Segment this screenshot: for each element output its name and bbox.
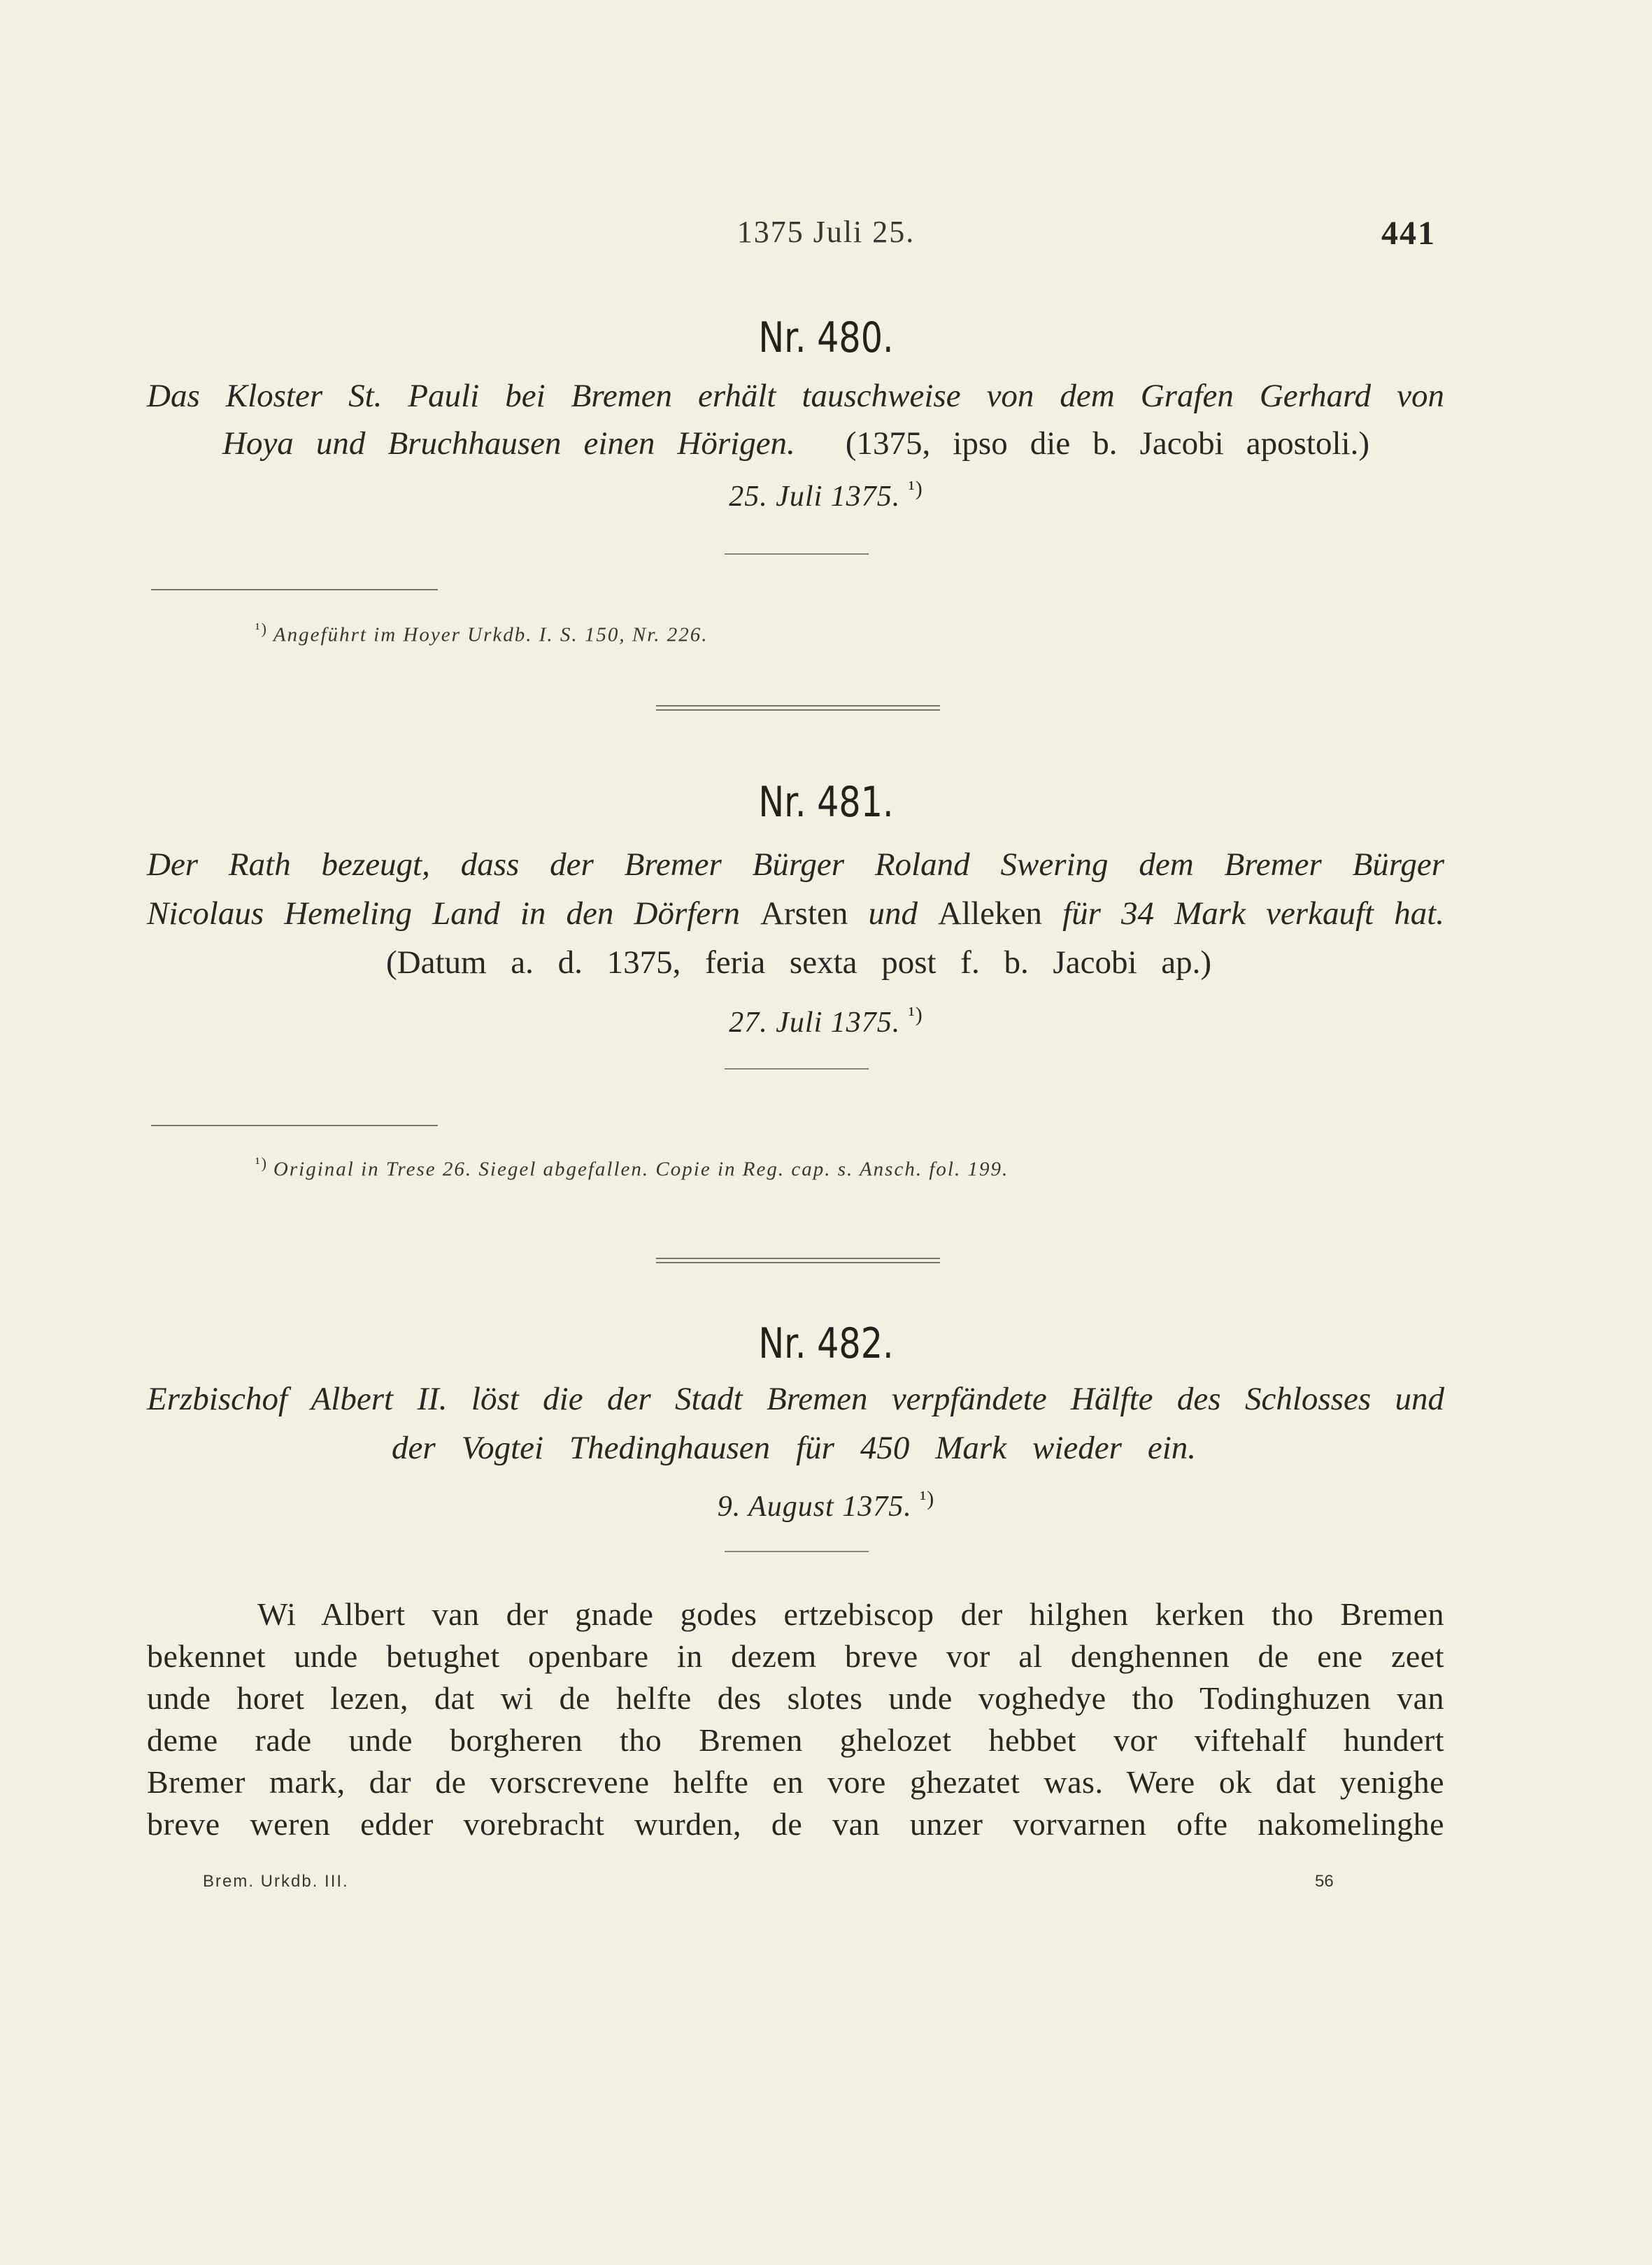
charter-line: breve weren edder vorebracht wurden, de van unzer vorvarnen ofte nakomelinghe	[147, 1806, 1444, 1842]
date-481	[0, 1003, 1652, 1039]
footnote-ref-481: ¹)	[908, 1003, 923, 1026]
regest-481-line-1: Der Rath bezeugt, dass der Bremer Bürger Roland Swering dem Bremer Bürger	[147, 846, 1444, 883]
footnote-481-text: Original in Trese 26. Siegel abgefallen. Copie in Reg. cap. s. Ansch. fol. 199.	[273, 1158, 1009, 1181]
charter-line: Bremer mark, dar de vorscrevene helfte en vore ghezatet was. Were ok dat yenighe	[147, 1764, 1444, 1800]
regest-481-line-2-und: und	[868, 895, 918, 932]
footnote-480	[255, 620, 708, 647]
document-number-480: Nr. 480.	[758, 313, 894, 362]
regest-481-dating: (Datum a. d. 1375, feria sexta post f. b. Jacobi ap.)	[386, 944, 1211, 981]
regest-482-line-2: der Vogtei Thedinghausen für 450 Mark wieder ein.	[392, 1430, 1196, 1466]
place-alleken: Alleken	[938, 895, 1042, 932]
regest-480-line-2	[222, 420, 1369, 467]
document-number-481: Nr. 481.	[758, 778, 894, 827]
charter-line: bekennet unde betughet openbare in dezem breve vor al denghennen de ene zeet	[147, 1638, 1444, 1674]
footnote-ref-480: ¹)	[908, 477, 923, 500]
sheet-number: 56	[1315, 1872, 1334, 1891]
date-rule-480	[725, 553, 869, 555]
date-480-text: 25. Juli 1375.	[729, 481, 901, 513]
regest-480-line-1: Das Kloster St. Pauli bei Bremen erhält tauschweise von dem Grafen Gerhard von	[147, 378, 1444, 414]
date-482	[0, 1487, 1652, 1524]
section-divider-1	[656, 705, 940, 711]
footnote-480-mark: ¹)	[255, 620, 268, 637]
footnote-rule-481	[151, 1125, 438, 1126]
sheet-signature: Brem. Urkdb. III.	[203, 1872, 349, 1891]
date-rule-481	[725, 1068, 869, 1070]
running-head: 1375 Juli 25.	[736, 215, 916, 249]
date-481-text: 27. Juli 1375.	[729, 1007, 901, 1039]
charter-line: unde horet lezen, dat wi de helfte des slotes unde voghedye tho Todinghuzen van	[147, 1680, 1444, 1716]
regest-480-dating: (1375, ipso die b. Jacobi apostoli.)	[845, 425, 1369, 462]
footnote-481-mark: ¹)	[255, 1154, 268, 1172]
regest-481-line-2	[147, 890, 1444, 937]
place-arsten: Arsten	[760, 895, 848, 932]
footnote-rule-480	[151, 589, 438, 590]
regest-480-line-2-italic: Hoya und Bruchhausen einen Hörigen.	[222, 425, 795, 462]
regest-481-line-2-part-1: Nicolaus Hemeling Land in den Dörfern	[147, 895, 740, 932]
page-number: 441	[1381, 215, 1436, 252]
regest-482-line-1: Erzbischof Albert II. löst die der Stadt Bremen verpfändete Hälfte des Schlosses und	[147, 1381, 1444, 1417]
date-482-text: 9. August 1375.	[717, 1491, 912, 1523]
document-number-482: Nr. 482.	[758, 1319, 894, 1368]
regest-481-line-2-part-2: für 34 Mark verkauft hat.	[1062, 895, 1445, 932]
charter-text	[147, 1593, 1444, 1845]
footnote-480-text: Angeführt im Hoyer Urkdb. I. S. 150, Nr. 226.	[273, 623, 708, 646]
date-480	[0, 477, 1652, 513]
footnote-ref-482: ¹)	[920, 1487, 935, 1510]
charter-line: deme rade unde borgheren tho Bremen ghelozet hebbet vor viftehalf hundert	[147, 1722, 1444, 1758]
date-rule-482	[725, 1551, 869, 1552]
footnote-481	[255, 1154, 1009, 1181]
section-divider-2	[656, 1258, 940, 1263]
charter-line: Wi Albert van der gnade godes ertzebiscop der hilghen kerken tho Bremen	[257, 1596, 1444, 1632]
